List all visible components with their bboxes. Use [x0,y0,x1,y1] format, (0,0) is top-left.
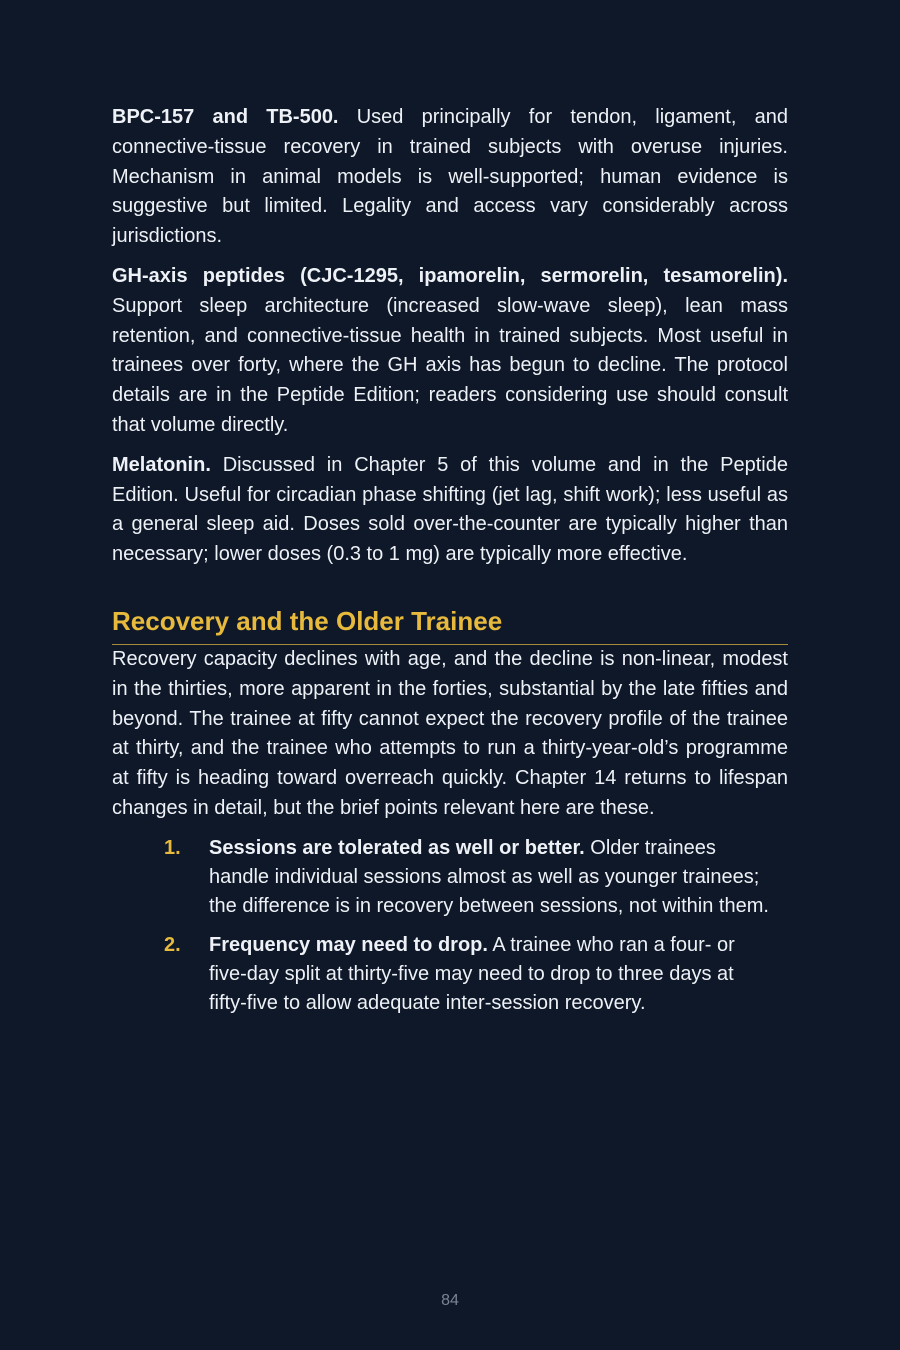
paragraph-lead: GH-axis peptides (CJC-1295, ipamorelin, sermorelin, tesamorelin). [112,264,788,287]
paragraph-lead: BPC-157 and TB-500. [112,106,339,128]
paragraph-text: Used principally for tendon, ligament, and connective-tissue recovery in trained subjects with overuse injuries. Mechanism in animal models is well-supported; human evidence is suggestive but limited. Legality and access vary considerably across jurisdictions. [112,106,789,248]
list-item-text: Older trainees handle individual sessions almost as well as younger trainees; the difference is in recovery between sessions, not within them. [209,836,769,918]
list-item-text: A trainee who ran a four- or five-day split at thirty-five may need to drop to three days at fifty-five to allow adequate inter-session recovery. [209,933,735,1015]
page-content [112,103,788,1028]
paragraph-bpc-tb [112,103,788,252]
list-item [112,931,788,1019]
section-heading: Recovery and the Older Trainee [112,604,788,645]
numbered-list [112,834,788,1019]
paragraph-text: Discussed in Chapter 5 of this volume and in the Peptide Edition. Useful for circadian phase shifting (jet lag, shift work); less useful as a general sleep aid. Doses sold over-the-counter are typically higher than necessary; lower doses (0.3 to 1 mg) are typically more effective. [112,453,788,566]
page-number: 84 [441,1292,459,1309]
paragraph-text: Support sleep architecture (increased slow-wave sleep), lean mass retention, and connective-tissue health in trained subjects. Most useful in trainees over forty, where the GH axis has begun to decline. The protocol details are in the Peptide Edition; readers considering use should consult that volume directly. [112,294,788,436]
paragraph-lead: Melatonin. [112,453,211,476]
section-intro: Recovery capacity declines with age, and the decline is non-linear, modest in the thirties, more apparent in the forties, substantial by the late fifties and beyond. The trainee at fifty cannot expect the recovery profile of the trainee at thirty, and the trainee who attempts to run a thirty-year-old’s programme at fifty is heading toward overreach quickly. Chapter 14 returns to lifespan changes in detail, but the brief points relevant here are these. [112,647,788,819]
list-item-lead: Sessions are tolerated as well or better. [209,836,585,859]
list-item-number: 2. [164,933,181,956]
list-item-number: 1. [164,836,181,859]
list-item [112,834,788,922]
paragraph-melatonin [112,451,788,570]
paragraph-gh-axis [112,262,788,441]
list-item-lead: Frequency may need to drop. [209,933,488,956]
